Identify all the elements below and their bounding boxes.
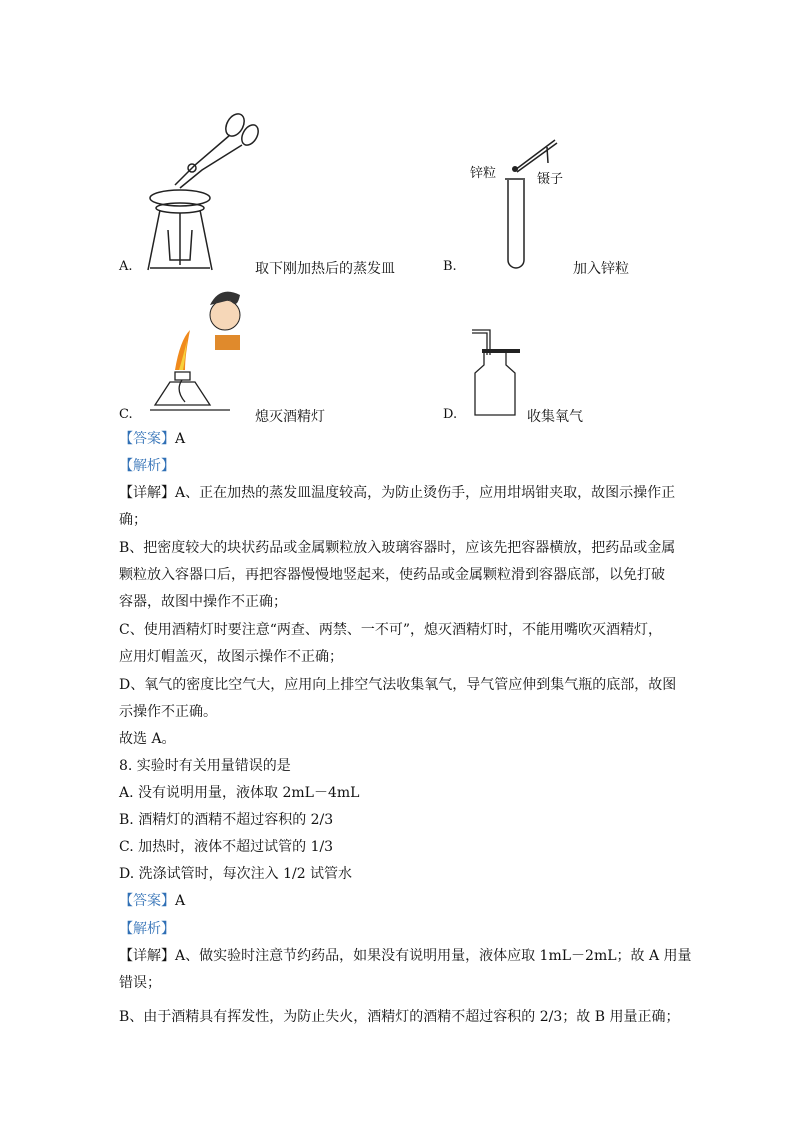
answer-value: A bbox=[175, 893, 186, 909]
figure-d-letter: D. bbox=[443, 407, 458, 422]
q7-detail-line: B、把密度较大的块状药品或金属颗粒放入玻璃容器时，应该先把容器横放，把药品或金属 bbox=[119, 540, 676, 556]
q7-detail-line: 颗粒放入容器口后，再把容器慢慢地竖起来，使药品或金属颗粒滑到容器底部，以免打破 bbox=[119, 567, 665, 583]
detail-tag: 【详解】 bbox=[119, 948, 175, 964]
figure-c-letter: C. bbox=[119, 407, 133, 422]
blowing-out-alcohol-lamp-illustration bbox=[145, 280, 245, 420]
detail-text: A、正在加热的蒸发皿温度较高，为防止烫伤手，应用坩埚钳夹取，故图示操作正 bbox=[175, 485, 676, 501]
answer-tag: 【答案】 bbox=[119, 893, 175, 909]
answer-value: A bbox=[175, 431, 186, 447]
q7-detail-line bbox=[119, 484, 675, 502]
figure-c-caption: 熄灭酒精灯 bbox=[255, 409, 325, 425]
q7-detail-line: 示操作不正确。 bbox=[119, 704, 217, 720]
q8-option-d: D. 洗涤试管时，每次注入 1/2 试管水 bbox=[119, 866, 353, 882]
evaporating-dish-tongs-illustration bbox=[140, 110, 260, 275]
q7-detail-line: 应用灯帽盖灭，故图示操作不正确； bbox=[119, 649, 343, 665]
q7-conclusion: 故选 A。 bbox=[119, 731, 176, 747]
q8-option-a: A. 没有说明用量，液体取 2mL－4mL bbox=[119, 785, 360, 801]
q8-option-c: C. 加热时，液体不超过试管的 1/3 bbox=[119, 839, 334, 855]
figure-b-caption: 加入锌粒 bbox=[573, 261, 629, 277]
q8-detail-line: 错误； bbox=[119, 975, 161, 991]
test-tube-zinc-illustration bbox=[500, 135, 570, 270]
figure-b-letter: B. bbox=[443, 259, 457, 274]
gas-collection-bottle-illustration bbox=[470, 325, 530, 420]
zinc-granule-label: 锌粒 bbox=[470, 166, 497, 181]
q8-answer bbox=[119, 892, 185, 910]
q7-detail-line: C、使用酒精灯时要注意“两查、两禁、一不可”，熄灭酒精灯时，不能用嘴吹灭酒精灯， bbox=[119, 622, 663, 638]
answer-tag: 【答案】 bbox=[119, 431, 175, 447]
q7-detail-line: D、氧气的密度比空气大，应用向上排空气法收集氧气，导气管应伸到集气瓶的底部，故图 bbox=[119, 677, 677, 693]
q8-option-b: B. 酒精灯的酒精不超过容积的 2/3 bbox=[119, 812, 334, 828]
detail-text: A、做实验时注意节约药品，如果没有说明用量，液体应取 1mL－2mL；故 A 用量 bbox=[175, 948, 692, 964]
figure-d-caption: 收集氧气 bbox=[527, 409, 583, 425]
tweezers-label: 镊子 bbox=[537, 172, 564, 187]
q8-detail-line bbox=[119, 947, 692, 965]
detail-tag: 【详解】 bbox=[119, 485, 175, 501]
q7-analysis-tag: 【解析】 bbox=[119, 458, 175, 474]
figure-a-caption: 取下刚加热后的蒸发皿 bbox=[255, 261, 395, 277]
q8-detail-line: B、由于酒精具有挥发性，为防止失火，酒精灯的酒精不超过容积的 2/3；故 B 用量正确； bbox=[119, 1009, 680, 1025]
q8-stem: 8. 实验时有关用量错误的是 bbox=[119, 758, 291, 774]
q7-detail-line: 确； bbox=[119, 512, 147, 528]
figure-a-letter: A. bbox=[119, 259, 133, 274]
q7-detail-line: 容器，故图中操作不正确； bbox=[119, 594, 287, 610]
q7-answer bbox=[119, 430, 185, 448]
q8-analysis-tag: 【解析】 bbox=[119, 921, 175, 937]
